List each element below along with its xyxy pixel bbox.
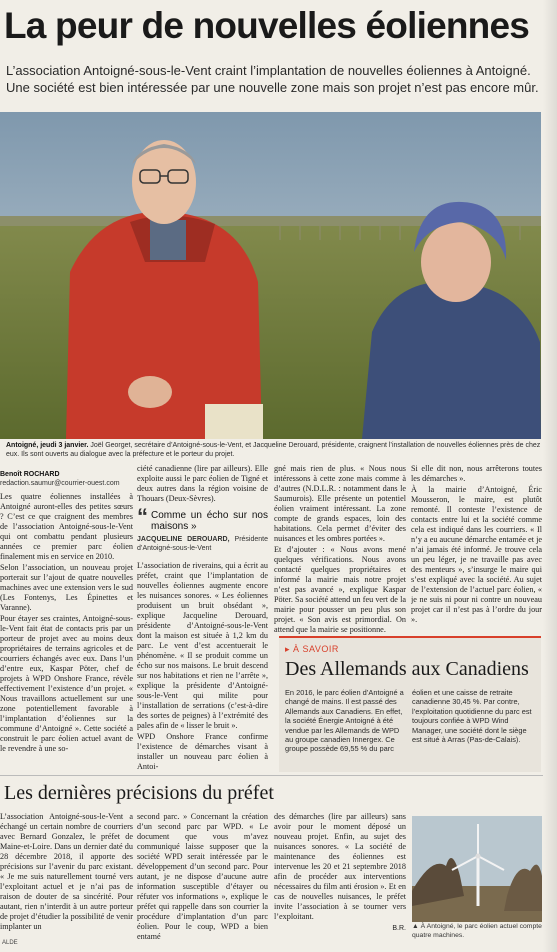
pull-quote-role: Présidente d’Antoigné-sous-le-Vent bbox=[137, 536, 268, 552]
info-box-kicker bbox=[285, 644, 339, 655]
article-paragraph: Les quatre éoliennes installées à Antoigné auront-elles des petites sœurs ? C’est ce que craignent des membres de l’association Antoigné-sous-le-Vent qui ont combattu pendant plusieurs années ce premier parc éolien finalement mis en service en 2010. bbox=[0, 492, 133, 561]
byline-email: redaction.saumur@courrier-ouest.com bbox=[0, 480, 120, 487]
wind-turbine-caption-text: À Antoigné, le parc éolien actuel compte quatre machines. bbox=[412, 923, 542, 939]
triangle-icon: ▸ bbox=[285, 644, 291, 654]
wind-turbine-illustration bbox=[412, 816, 542, 922]
main-photo bbox=[0, 112, 541, 439]
quote-mark-icon: “ bbox=[137, 504, 148, 529]
byline-author: Benoît ROCHARD bbox=[0, 471, 60, 478]
headline: La peur de nouvelles éoliennes bbox=[4, 5, 530, 46]
info-box-accent-bar bbox=[279, 636, 541, 638]
second-paragraph: second parc. » Concernant la création d’un second parc par WPD. « Le document que vous m’avez communiqué laisse supposer que la société WPD serait intéressée par le développement d’un second parc. Pour autant, je ne dispose d’aucune autre information susceptible d’étayer ou réfuter vos informations », explique le préfet qui rappelle dans son courrier la procédure d’implantation d’un parc éolien. Pour le coup, WPD a bien entamé bbox=[137, 812, 268, 940]
second-column-2 bbox=[137, 812, 268, 940]
caption-text: Joël Georget, secrétaire d’Antoigné-sous-le-Vent, et Jacqueline Derouard, présidente, craignent l’installation de nouvelles éoliennes près de chez eux. Ils sont ouverts au dialogue avec la préfecture et le porteur du projet. bbox=[6, 442, 541, 458]
article-column-1 bbox=[0, 470, 133, 770]
article-paragraph: gné mais rien de plus. « Nous nous intéressons à cette zone mais comme à d’autres (N.D.L.R. : notamment dans le Saumurois). Elle présente un potentiel éolien vraiment intéressant. La zone compte de grands espaces, loin des habitations. Cela permet d’éviter des nuisances et les ombres portées ». bbox=[274, 464, 406, 543]
info-box-title: Des Allemands aux Canadiens bbox=[285, 658, 529, 680]
section-divider bbox=[0, 775, 543, 776]
page-fold-shadow bbox=[543, 0, 557, 952]
wind-turbine-photo bbox=[412, 816, 542, 922]
article-paragraph: À la mairie d’Antoigné, Éric Mousseron, le maire, est plutôt remonté. Il conteste l’existence de contacts entre lui et la société comme cela est indiqué dans les courriers. « Il n’y a eu aucune démarche entamée et je n’ai jamais été informé. Je trouve cela un peu léger, je ne travaille pas avec des menteurs », s’insurge le maire qui s’est expliqué avec la société. Au sujet de l’extension de l’actuel parc éolien, « je ne suis ni pour ni contre un nouveau projet car il n’est pas à l’ordre du jour ». bbox=[411, 485, 542, 624]
byline bbox=[0, 470, 133, 488]
article-signature: B.R. bbox=[392, 925, 406, 932]
info-box-text-1: En 2016, le parc éolien d’Antoigné a changé de mains. Il est passé des Allemands aux Canadiens. En effet, la société Énergie Antoigné à été vendue par les Allemands de WPD au groupe canadien Innergex. Ce groupe possède 69,55 % du parc bbox=[285, 688, 404, 754]
wind-turbine-caption bbox=[412, 923, 544, 940]
pull-quote-author: JACQUELINE DEROUARD, bbox=[137, 536, 230, 543]
article-column-4 bbox=[411, 464, 542, 634]
article-paragraph: Selon l’association, un nouveau projet porterait sur l’ajout de quatre nouvelles machines avec une extension vers le sud (Les Fontenys, Les Épinettes et Varanne). bbox=[0, 563, 133, 612]
standfirst: L’association Antoigné-sous-le-Vent craint l’implantation de nouvelles éoliennes à Antoigné. Une société est bien intéressée par une nouvelle zone mais son projet n’est pas encore mûr. bbox=[6, 63, 539, 95]
second-article-title: Les dernières précisions du préfet bbox=[4, 782, 274, 804]
info-box-kicker-text: À SAVOIR bbox=[293, 644, 339, 654]
article-paragraph: L’association de riverains, qui a écrit au préfet, craint que l’implantation de nouvelles éoliennes augmente encore les nuisances sonores. « Les éoliennes produisent un bruit obsédant », explique Jacqueline Derouard, présidente d’Antoigné-sous-le-Vent dont la maison est située à 1,2 km du parc. Le vent d’est accentuerait le phénomène. « Il se produit comme un écho sur nos maisons. Le bruit descend sur nos habitations et rien ne l’arrête », explique la présidente d’Antoigné-sous-le-Vent qui milite pour l’installation de serrations (c’est-à-dire des sortes de peignes) à l’extrémité des pales afin de « lisser le bruit ». bbox=[137, 561, 268, 730]
article-paragraph: ciété canadienne (lire par ailleurs). Elle exploite aussi le parc éolien de Tigné et deux autres dans la région voisine de Thouars (Deux-Sèvres). bbox=[137, 464, 268, 503]
article-paragraph: Et d’ajouter : « Nous avons mené quelques vérifications. Nous avons contacté quelques propriétaires et informé la mairie mais notre projet n’est pas avancé », explique Kaspar Pöter. Sa société attend un feu vert de la mairie pour pousser un peu plus son projet. « Son avis est primordial. On attend que la mairie se positionne. bbox=[274, 545, 406, 634]
triangle-icon: ▲ bbox=[412, 923, 419, 930]
pull-quote-text: Comme un écho sur nos maisons » bbox=[151, 510, 268, 532]
second-paragraph: des démarches (lire par ailleurs) sans avoir pour le moment déposé un nouveau projet. Enfin, au sujet des nuisances sonores. « La société de maintenance des éoliennes est intervenue les 20 et 21 septembre 2018 afin de procéder aux interventions nécessaires du film anti érosion ». Et en cas de nouvelles nuisances, le préfet invite l’association à se tourner vers l’exploitant. bbox=[274, 812, 406, 921]
pull-quote bbox=[137, 504, 268, 553]
second-column-3 bbox=[274, 812, 406, 940]
second-paragraph: L’association Antoigné-sous-le-Vent a échangé un certain nombre de courriers avec Bernard Gonzalez, le préfet de Maine-et-Loire. Dans un dernier daté du 28 décembre 2018, il apporte des précisions sur l’avenir du parc existant. « Je me suis naturellement tourné vers l’exploitant actuel et je n’ai pas de raison de douter de sa sincérité. Pour autant, rien n’interdit à un autre porteur de projet d’étudier la possibilité de venir implanter un bbox=[0, 812, 133, 931]
article-paragraph: Si elle dit non, nous arrêterons toutes les démarches ». bbox=[411, 464, 542, 483]
article-column-3 bbox=[274, 464, 406, 634]
info-box bbox=[279, 636, 541, 772]
second-column-1 bbox=[0, 812, 133, 940]
article-paragraph: WPD Onshore France confirme l’existence de démarches visant à installer un nouveau parc éolien à Antoi- bbox=[137, 732, 268, 770]
pull-quote-attribution bbox=[137, 535, 268, 553]
caption-lead: Antoigné, jeudi 3 janvier. bbox=[6, 442, 89, 449]
page-footer: ALDE bbox=[2, 940, 18, 946]
info-box-text-2: éolien et une caisse de retraite canadienne 30,45 %. Par contre, l’exploitation quotidienne du parc est toujours confiée à WPD Wind Manager, une société dont le siège est situé à Arras (Pas-de-Calais). bbox=[412, 688, 532, 745]
photo-illustration bbox=[0, 112, 541, 439]
article-column-2 bbox=[137, 464, 268, 770]
photo-caption bbox=[6, 441, 541, 459]
article-paragraph: Pour étayer ses craintes, Antoigné-sous-le-Vent fait état de contacts pris par un porteur de projet avec au moins deux propriétaires de terrains agricoles et de courriers échangés avec eux. Dans l’un d’entre eux, Kaspar Pöter, chef de projets à WPD Onshore France, révèle effectivement l’existence d’un projet. « Nous travaillons actuellement sur une zone potentiellement favorable à l’implantation d’éoliennes sur la commune d’Antoigné ». Cette société a construit le parc éolien actuel avant de le revendre à une so- bbox=[0, 614, 133, 753]
